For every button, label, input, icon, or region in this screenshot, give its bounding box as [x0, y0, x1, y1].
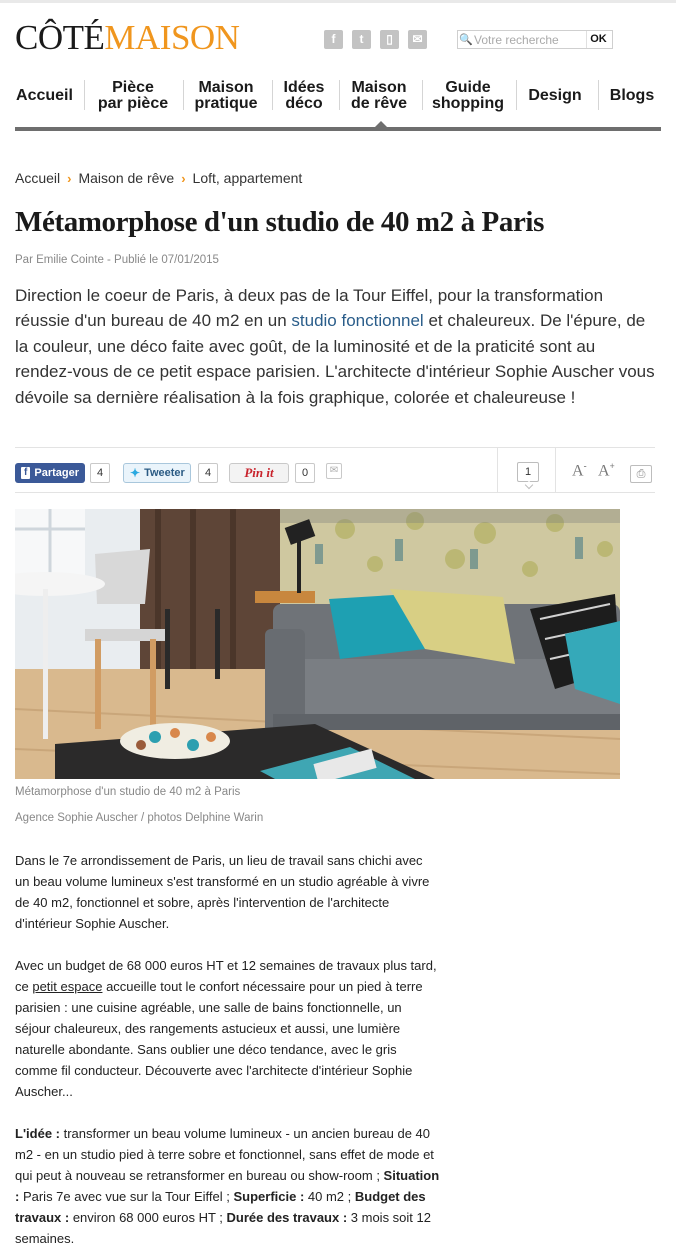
photo-caption: Métamorphose d'un studio de 40 m2 à Paris: [15, 786, 241, 798]
twitter-tweet-button[interactable]: ✦ Tweeter: [123, 463, 191, 483]
nav-item-piece-par-piece[interactable]: Pièce par pièce: [97, 79, 169, 112]
lead-link-studio[interactable]: studio fonctionnel: [291, 311, 424, 331]
facebook-icon: f: [21, 467, 30, 479]
search-box: [457, 30, 613, 49]
nav-divider: [183, 80, 184, 110]
nav-divider: [516, 80, 517, 110]
living-room-illustration: [15, 509, 620, 779]
print-icon[interactable]: ⎙: [630, 465, 652, 483]
chevron-right-icon: ›: [67, 170, 72, 186]
nav-divider: [272, 80, 273, 110]
breadcrumb-item-accueil[interactable]: Accueil: [15, 170, 61, 186]
nav-divider: [598, 80, 599, 110]
logo-part2: MAISON: [104, 18, 240, 57]
main-nav: [15, 76, 661, 126]
share-divider: [555, 448, 556, 493]
nav-item-maison-de-reve[interactable]: Maison de rêve: [350, 79, 408, 112]
social-links: [324, 30, 427, 49]
comment-count-button[interactable]: 1: [517, 462, 539, 482]
top-border: [0, 0, 676, 3]
twitter-tweet-count: 4: [198, 463, 218, 483]
nav-divider: [422, 80, 423, 110]
nav-item-maison-pratique[interactable]: Maison pratique: [194, 79, 258, 112]
breadcrumb: [15, 170, 302, 186]
nav-divider: [339, 80, 340, 110]
email-share-icon[interactable]: ✉: [326, 463, 342, 479]
chevron-right-icon: ›: [181, 170, 186, 186]
nav-divider: [84, 80, 85, 110]
article-main-photo[interactable]: [15, 509, 620, 779]
facebook-icon[interactable]: f: [324, 30, 343, 49]
nav-item-blogs[interactable]: Blogs: [609, 87, 655, 104]
newsletter-icon[interactable]: ✉: [408, 30, 427, 49]
pinterest-pin-button[interactable]: Pin it: [229, 463, 289, 483]
nav-item-idees-deco[interactable]: Idées déco: [283, 79, 325, 112]
font-smaller-button[interactable]: A-: [572, 461, 587, 480]
search-icon: 🔍: [459, 34, 473, 46]
logo-part1: CÔTÉ: [15, 18, 105, 57]
twitter-bird-icon: ✦: [130, 466, 141, 480]
nav-item-design[interactable]: Design: [528, 87, 582, 104]
twitter-icon[interactable]: t: [352, 30, 371, 49]
tablet-icon[interactable]: ▯: [380, 30, 399, 49]
link-petit-espace[interactable]: petit espace: [32, 979, 103, 994]
article-lead: Direction le coeur de Paris, à deux pas de la Tour Eiffel, pour la transformation réussie d'un bureau de 40 m2 en un studio fonctionnel et chaleureux. De l'épure, de la couleur, une déco faite avec goût, de la luminosité et de la praticité sont au rendez-vous de ce petit espace parisien. L'architecte d'intérieur Sophie Auscher vous dévoile sa dernière réalisation à la fois graphique, colorée et chaleureuse !: [15, 286, 655, 407]
share-divider: [497, 448, 498, 493]
nav-item-accueil[interactable]: Accueil: [16, 87, 73, 104]
font-larger-button[interactable]: A+: [598, 461, 615, 480]
article-paragraph-1: Dans le 7e arrondissement de Paris, un lieu de travail sans chichi avec un beau volume lumineux s'est transformé en un studio agréable à vivre de 40 m2, fonctionnel et sobre, après l'intervention de l'architecte d'intérieur Sophie Auscher.: [15, 853, 430, 931]
nav-underline: [15, 127, 661, 131]
share-bar: [15, 447, 655, 493]
article-byline: Par Emilie Cointe - Publié le 07/01/2015: [15, 254, 219, 266]
article-paragraph-3: L'idée : transformer un beau volume lumineux - un ancien bureau de 40 m2 - en un studio pied à terre sobre et fonctionnel, sans effet de mode et qui peut à nouveau se retransformer en bureau ou show-room ; Situation : Paris 7e avec vue sur la Tour Eiffel ; Superficie : 40 m2 ; Budget des travaux : environ 68 000 euros HT ; Durée des travaux : 3 mois soit 12 semaines.: [15, 1126, 440, 1246]
breadcrumb-item-maison-de-reve[interactable]: Maison de rêve: [78, 170, 175, 186]
nav-item-guide-shopping[interactable]: Guide shopping: [432, 79, 504, 112]
search-input[interactable]: [474, 31, 586, 48]
search-submit-button[interactable]: OK: [586, 31, 610, 48]
article-paragraph-2: Avec un budget de 68 000 euros HT et 12 semaines de travaux plus tard, ce petit espace accueille tout le confort nécessaire pour un pied à terre parisien : une cuisine agréable, une salle de bains fonctionnelle, un séjour chaleureux, des rangements astucieux et aussi, une lumière naturelle abondante. Sans oublier une déco tendance, avec le gris comme fil conducteur. Découverte avec l'architecte d'intérieur Sophie Auscher...: [15, 958, 437, 1099]
breadcrumb-item-loft[interactable]: Loft, appartement: [192, 170, 303, 186]
facebook-share-button[interactable]: f Partager: [15, 463, 85, 483]
facebook-share-count: 4: [90, 463, 110, 483]
photo-credit: Agence Sophie Auscher / photos Delphine Warin: [15, 812, 264, 824]
page-title: Métamorphose d'un studio de 40 m2 à Paris: [15, 206, 544, 238]
site-logo[interactable]: [15, 18, 239, 58]
pinterest-pin-count: 0: [295, 463, 315, 483]
